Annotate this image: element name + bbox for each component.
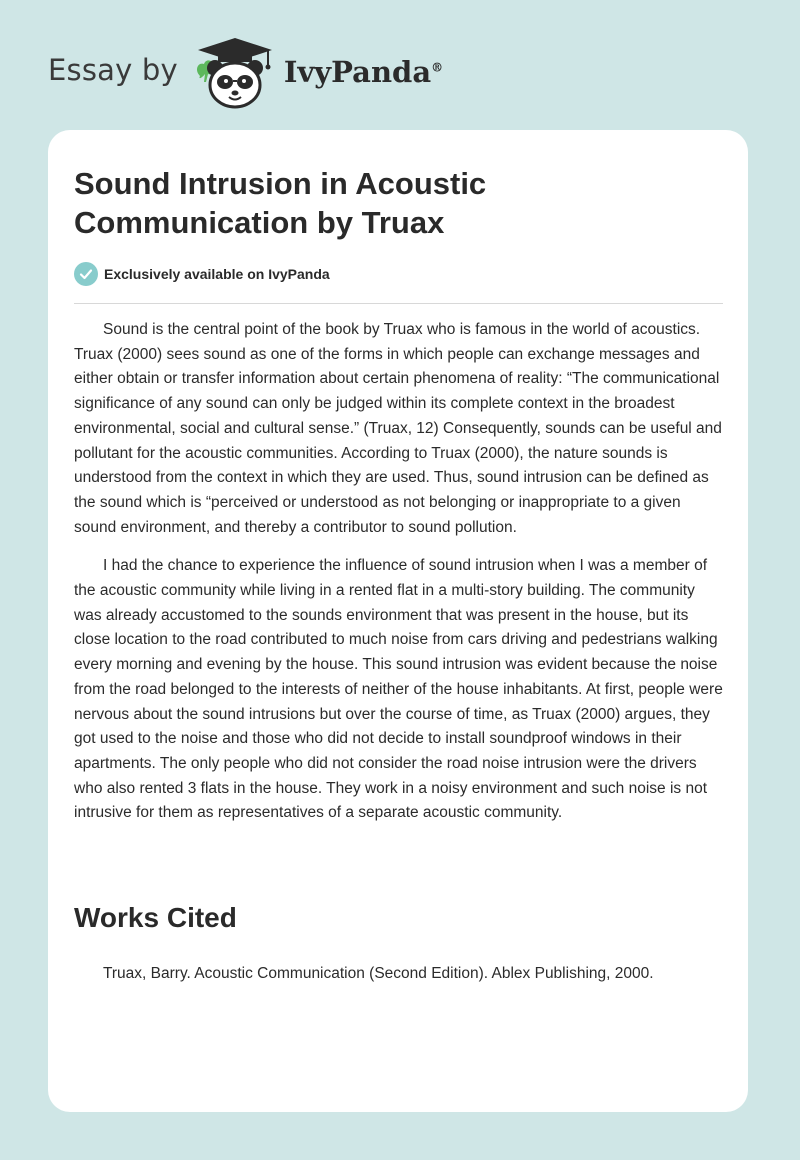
exclusive-label: Exclusively available on IvyPanda — [104, 266, 330, 282]
exclusive-badge — [74, 262, 330, 286]
essay-title: Sound Intrusion in Acoustic Communication by Truax — [74, 166, 487, 240]
panda-logo-icon[interactable] — [192, 36, 278, 110]
essay-body — [74, 318, 726, 840]
citation-item: Truax, Barry. Acoustic Communication (Second Edition). Ablex Publishing, 2000. — [103, 965, 654, 982]
essay-paragraph: I had the chance to experience the influence of sound intrusion when I was a member of the acoustic community while living in a rented flat in a multi-story building. The community was already accustomed to the sounds environment that was present in the house, but its close location to the road contributed to much noise from cars driving and pedestrians walking every morning and evening by the house. This sound intrusion was evident because the noise from the road belonged to the interests of neither of the house inhabitants. At first, people were nervous about the sound intrusions but over the course of time, as Truax (2000) argues, they got used to the noise and those who did not decide to install soundproof windows in their apartments. The only people who did not consider the road noise intrusion were the drivers who also rented 3 flats in the house. They work in a noisy environment and such noise is not intrusive for them as representatives of a separate acoustic community. — [74, 557, 723, 822]
essay-card — [48, 130, 748, 1112]
essay-by-label: Essay by — [48, 53, 178, 87]
site-header — [48, 36, 548, 110]
brand-name — [284, 55, 443, 89]
essay-paragraph: Sound is the central point of the book by Truax who is famous in the world of acoustics. Truax (2000) sees sound as one of the forms in which people can exchange messages and either obtain or transfer information about certain phenomena of reality: “The communicational significance of any sound can only be judged within its complete context in the broadest environmental, social and cultural sense.” (Truax, 12) Consequently, sounds can be useful and pollutant for the acoustic communities. According to Truax (2000), the nature sounds is understood from the context in which they are used. Thus, sound intrusion can be defined as the sound which is “perceived or understood as not belonging or inappropriate to a given sound environment, and thereby a contributor to sound pollution. — [74, 321, 722, 536]
registered-mark: ® — [431, 60, 444, 75]
checkmark-circle-icon — [74, 262, 98, 286]
works-cited-heading: Works Cited — [74, 902, 237, 933]
brand-name-text: IvyPanda — [283, 55, 432, 89]
title-divider — [74, 303, 723, 304]
